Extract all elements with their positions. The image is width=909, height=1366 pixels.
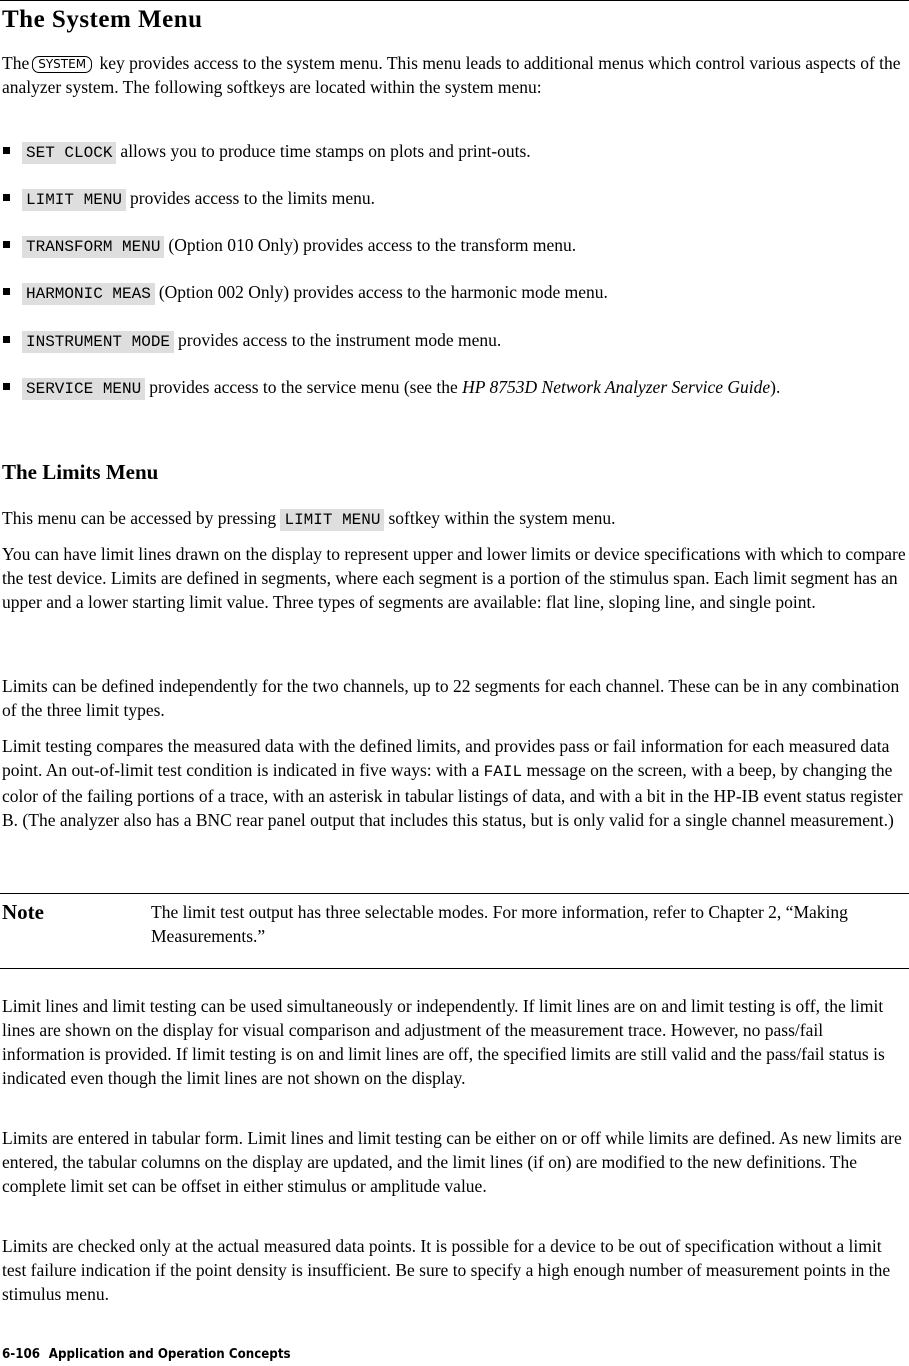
softkey-instrument-mode: INSTRUMENT MODE — [22, 331, 174, 353]
limits-access-post: softkey within the system menu. — [388, 508, 616, 528]
list-item-text: allows you to produce time stamps on plots and print-outs. — [120, 141, 531, 161]
intro-pre: The — [2, 53, 30, 73]
bullet-icon — [3, 241, 10, 248]
limit-testing-post: message on the screen, with a beep, by changing the color of the failing portions of a trace, with an asterisk in tabular listings of data, and with a bit in the HP-IB event status register B. (The analyzer also has a BNC rear panel output that includes this status, but is only valid for a single channel measurement.) — [2, 760, 903, 830]
softkey-harmonic-meas: HARMONIC MEAS — [22, 283, 155, 305]
bullet-icon — [3, 147, 10, 154]
note-text: The limit test output has three selectable modes. For more information, refer to Chapter 2, “Making Measurements.” — [151, 902, 848, 946]
list-item-text: provides access to the instrument mode menu. — [178, 330, 502, 350]
limits-access-paragraph — [2, 506, 907, 531]
softkey-service-menu: SERVICE MENU — [22, 378, 145, 400]
system-menu-intro — [2, 51, 907, 99]
paragraph-checked: Limits are checked only at the actual measured data points. It is possible for a device to be out of specification without a limit test failure indication if the point density is insufficient. Be sure to specify a high enough number of measurement points in the stimulus menu. — [2, 1236, 891, 1304]
section-heading-system-menu: The System Menu — [2, 6, 203, 33]
note-label: Note — [2, 900, 44, 924]
system-hardkey: SYSTEM — [32, 56, 92, 73]
softkey-limit-menu: LIMIT MENU — [22, 189, 126, 211]
list-item-transform-menu — [0, 233, 905, 258]
list-item-text: provides access to the limits menu. — [130, 188, 375, 208]
limits-access-pre: This menu can be accessed by pressing — [2, 508, 281, 528]
intro-post: key provides access to the system menu. This menu leads to additional menus which control various aspects of the analyzer system. The following softkeys are located within the system menu: — [2, 53, 901, 97]
paragraph-limit-testing — [2, 734, 907, 832]
list-item-service-menu — [0, 375, 905, 400]
softkey-set-clock: SET CLOCK — [22, 142, 116, 164]
bullet-icon — [3, 194, 10, 201]
top-rule — [0, 0, 909, 1]
list-item-text: (Option 010 Only) provides access to the transform menu. — [168, 235, 577, 255]
list-item-tail: ). — [770, 377, 781, 397]
paragraph-simultaneous: Limit lines and limit testing can be used simultaneously or independently. If limit lines are on and limit testing is off, the limit lines are shown on the display for visual comparison and adjustment of the measurement trace. However, no pass/fail information is provided. If limit testing is on and limit lines are off, the specified limits are still valid and the pass/fail status is indicated even though the limit lines are not shown on the display. — [2, 996, 885, 1088]
list-item-limit-menu — [0, 186, 905, 211]
paragraph-limit-lines: You can have limit lines drawn on the display to represent upper and lower limits or device specifications with which to compare the test device. Limits are defined in segments, where each segment is a portion of the stimulus span. Each limit segment has an upper and a lower starting limit value. Three types of segments are available: flat line, sloping line, and single point. — [2, 544, 906, 612]
service-guide-title: HP 8753D Network Analyzer Service Guide — [462, 377, 771, 397]
bullet-icon — [3, 288, 10, 295]
softkey-transform-menu: TRANSFORM MENU — [22, 236, 164, 258]
paragraph-tabular: Limits are entered in tabular form. Limit lines and limit testing can be either on or off while limits are defined. As new limits are entered, the tabular columns on the display are updated, and the limit lines (if on) are modified to the new definitions. The complete limit set can be offset in either stimulus or amplitude value. — [2, 1128, 902, 1196]
bullet-icon — [3, 336, 10, 343]
list-item-text: provides access to the service menu (see the — [149, 377, 463, 397]
bullet-icon — [3, 383, 10, 390]
list-item-instrument-mode — [0, 328, 905, 353]
list-item-text: (Option 002 Only) provides access to the harmonic mode menu. — [158, 282, 608, 302]
footer-title: Application and Operation Concepts — [48, 1346, 291, 1362]
section-heading-limits-menu: The Limits Menu — [2, 460, 159, 484]
fail-message-text: FAIL — [483, 763, 523, 781]
list-item-harmonic-meas — [0, 280, 905, 305]
note-top-rule — [0, 893, 909, 894]
list-item-set-clock — [0, 139, 905, 164]
softkey-limit-menu-inline: LIMIT MENU — [280, 509, 384, 531]
page-footer — [2, 1346, 291, 1362]
paragraph-independent: Limits can be defined independently for the two channels, up to 22 segments for each channel. These can be in any combination of the three limit types. — [2, 676, 900, 720]
limit-testing-pre: Limit testing compares the measured data with the defined limits, and provides pass or fail information for each measured data point. An out-of-limit test condition is indicated in five ways: with a — [2, 736, 890, 780]
note-bottom-rule — [0, 968, 909, 969]
page-number: 6-106 — [2, 1346, 41, 1362]
